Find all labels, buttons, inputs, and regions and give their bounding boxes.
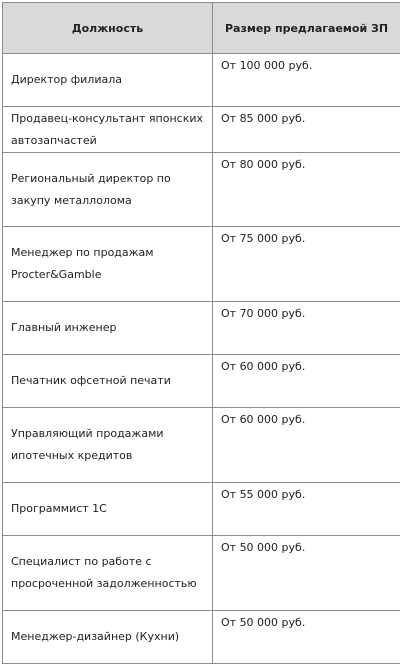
header-position: Должность [3,3,213,54]
position-cell: Менеджер по продажам Procter&Gamble [3,227,213,302]
salary-cell: От 50 000 руб. [213,611,400,664]
position-cell: Менеджер-дизайнер (Кухни) [3,611,213,664]
table-row [3,483,400,536]
salary-cell: От 70 000 руб. [213,302,400,355]
table-row [3,54,400,107]
table-row [3,408,400,483]
position-cell: Специалист по работе с просроченной задолженностью [3,536,213,611]
position-cell: Управляющий продажами ипотечных кредитов [3,408,213,483]
position-cell: Директор филиала [3,54,213,107]
salary-table [2,2,400,664]
table-row [3,227,400,302]
salary-cell: От 75 000 руб. [213,227,400,302]
salary-cell: От 80 000 руб. [213,153,400,227]
table-row [3,611,400,664]
position-cell: Региональный директор по закупу металлолома [3,153,213,227]
salary-cell: От 60 000 руб. [213,408,400,483]
position-cell: Продавец-консультант японских автозапчастей [3,107,213,153]
table-row [3,536,400,611]
position-cell: Печатник офсетной печати [3,355,213,408]
table-row [3,302,400,355]
table-row [3,107,400,153]
salary-cell: От 55 000 руб. [213,483,400,536]
salary-cell: От 85 000 руб. [213,107,400,153]
salary-cell: От 100 000 руб. [213,54,400,107]
header-salary: Размер предлагаемой ЗП [213,3,400,54]
table-row [3,153,400,227]
position-cell: Программист 1С [3,483,213,536]
table-row [3,355,400,408]
table-header-row [3,3,400,54]
salary-cell: От 50 000 руб. [213,536,400,611]
position-cell: Главный инженер [3,302,213,355]
salary-cell: От 60 000 руб. [213,355,400,408]
